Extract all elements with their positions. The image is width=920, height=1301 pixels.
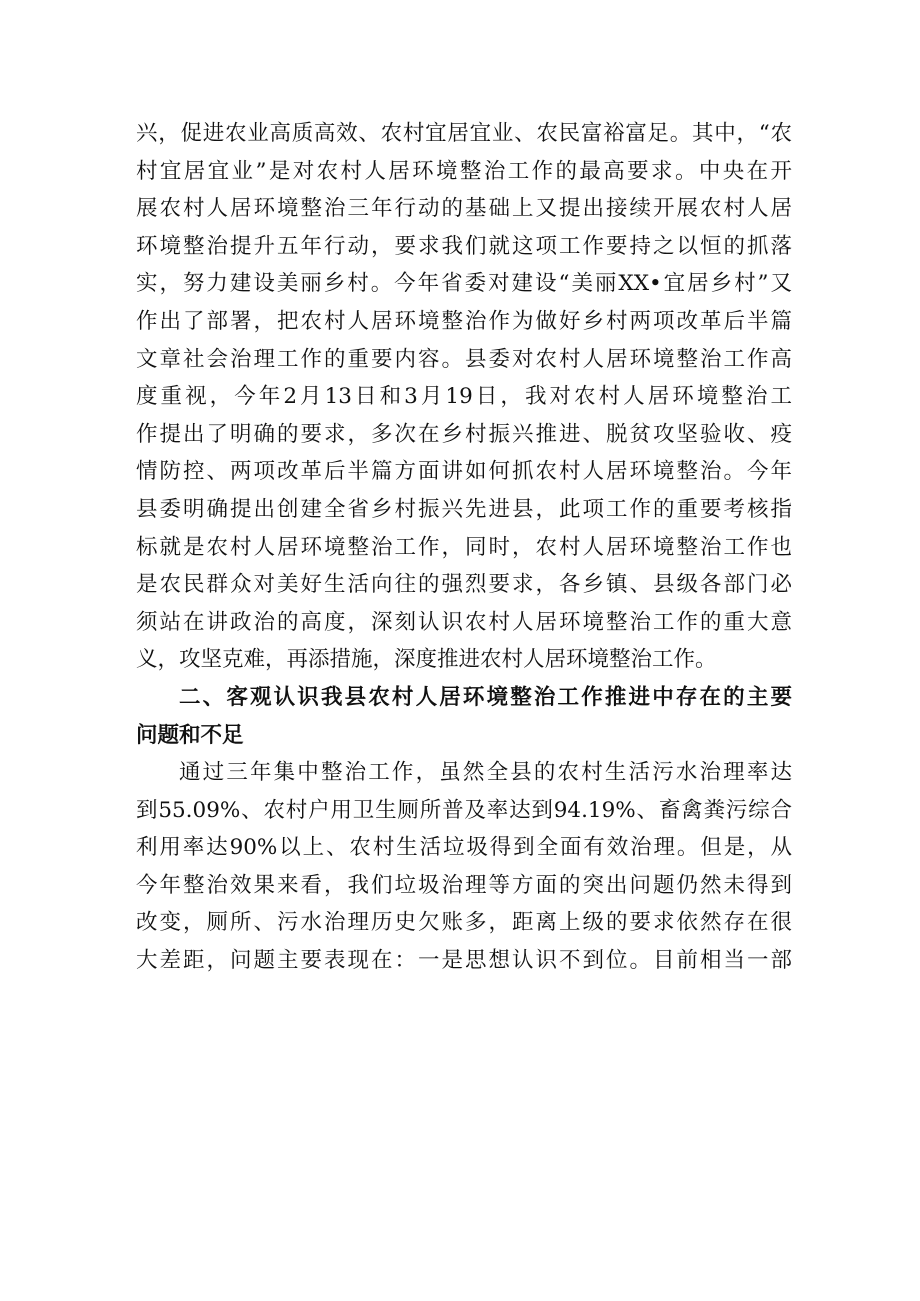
text-line: 利用率达90%以上、农村生活垃圾得到全面有效治理。但是，从	[136, 835, 792, 861]
text-line: 到55.09%、农村户用卫生厕所普及率达到94.19%、畜禽粪污综合	[136, 797, 792, 823]
text-line: 通过三年集中整治工作，虽然全县的农村生活污水治理率达	[179, 760, 792, 786]
heading-line: 问题和不足	[136, 722, 244, 748]
text-line: 义，攻坚克难，再添措施，深度推进农村人居环境整治工作。	[136, 647, 717, 673]
text-line: 兴，促进农业高质高效、农村宜居宜业、农民富裕富足。其中，“农	[136, 121, 792, 146]
text-line: 展农村人居环境整治三年行动的基础上又提出接续开展农村人居	[136, 196, 792, 222]
paragraph-2	[136, 754, 792, 980]
text-line: 今年整治效果来看，我们垃圾治理等方面的突出问题仍然未得到	[136, 872, 792, 898]
text-line: 度重视，今年2月13日和3月19日，我对农村人居环境整治工	[136, 384, 792, 410]
text-line: 实，努力建设美丽乡村。今年省委对建设“美丽XX•宜居乡村”又	[136, 271, 792, 297]
document-body	[136, 115, 792, 980]
text-line: 县委明确提出创建全省乡村振兴先进县，此项工作的重要考核指	[136, 496, 792, 522]
section-heading	[136, 679, 792, 754]
text-line: 村宜居宜业”是对农村人居环境整治工作的最高要求。中央在开	[136, 158, 792, 184]
text-line: 文章社会治理工作的重要内容。县委对农村人居环境整治工作高	[136, 346, 792, 372]
paragraph-1	[136, 115, 792, 679]
text-line: 改变，厕所、污水治理历史欠账多，距离上级的要求依然存在很	[136, 910, 792, 936]
text-line: 大差距，问题主要表现在：一是思想认识不到位。目前相当一部	[136, 948, 792, 974]
text-line: 是农民群众对美好生活向往的强烈要求，各乡镇、县级各部门必	[136, 572, 792, 598]
text-line: 情防控、两项改革后半篇方面讲如何抓农村人居环境整治。今年	[136, 459, 792, 485]
text-line: 标就是农村人居环境整治工作，同时，农村人居环境整治工作也	[136, 534, 792, 560]
text-line: 环境整治提升五年行动，要求我们就这项工作要持之以恒的抓落	[136, 233, 792, 259]
text-line: 须站在讲政治的高度，深刻认识农村人居环境整治工作的重大意	[136, 609, 792, 635]
heading-line: 二、客观认识我县农村人居环境整治工作推进中存在的主要	[179, 684, 792, 710]
text-line: 作出了部署，把农村人居环境整治作为做好乡村两项改革后半篇	[136, 308, 792, 334]
text-line: 作提出了明确的要求，多次在乡村振兴推进、脱贫攻坚验收、疫	[136, 421, 792, 447]
